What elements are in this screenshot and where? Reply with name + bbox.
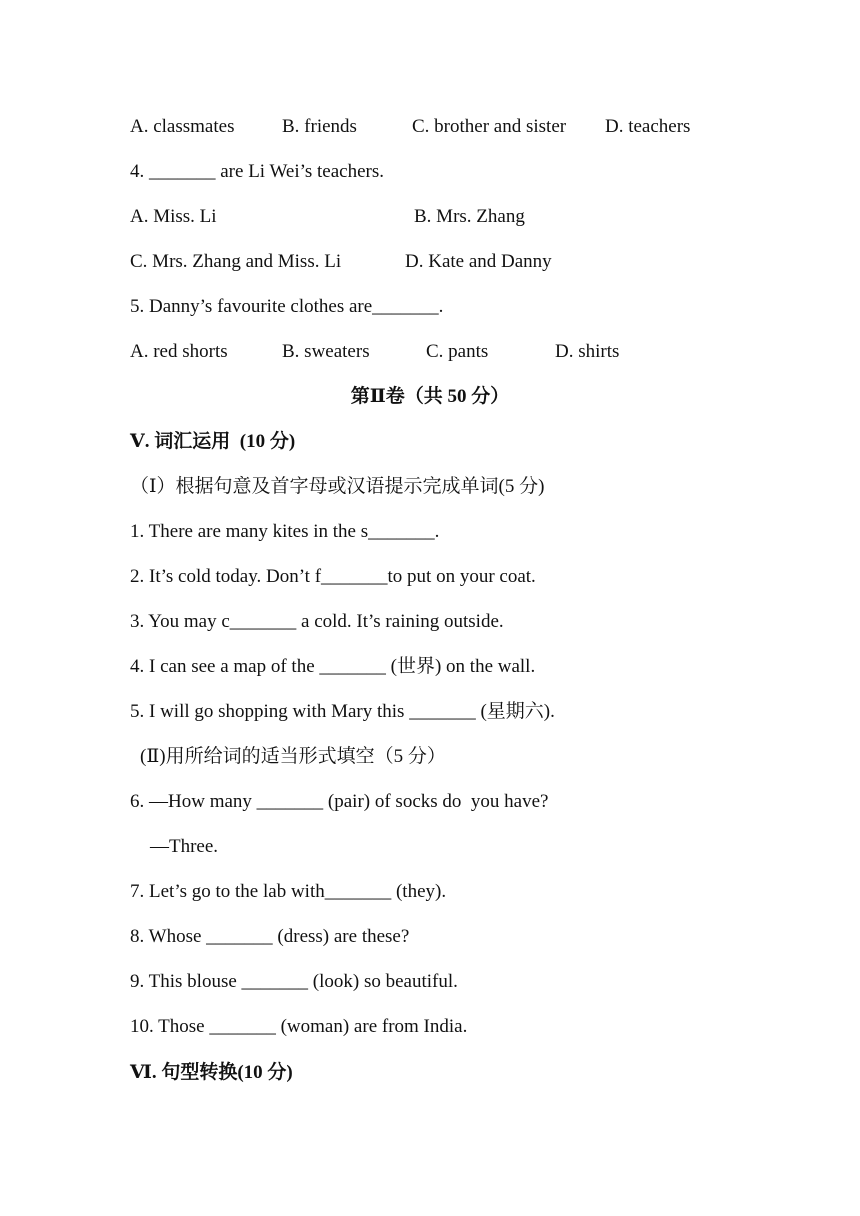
form-item-9: 9. This blouse _______ (look) so beautiful. — [130, 971, 458, 992]
q3-option-b: B. friends — [282, 116, 357, 137]
section5-sub2-heading: (Ⅱ)用所给词的适当形式填空（5 分） — [140, 746, 446, 767]
form-item-6-question: 6. —How many _______ (pair) of socks do you have? — [130, 791, 549, 812]
q3-option-c: C. brother and sister — [412, 116, 567, 137]
q5-stem: 5. Danny’s favourite clothes are_______. — [130, 296, 444, 317]
vocab-item-3: 3. You may c_______ a cold. It’s raining outside. — [130, 611, 504, 632]
q4-option-d: D. Kate and Danny — [405, 251, 552, 272]
q3-option-d: D. teachers — [605, 116, 691, 137]
vocab-item-4: 4. I can see a map of the _______ (世界) on the wall. — [130, 656, 536, 677]
q5-option-c: C. pants — [426, 341, 489, 362]
q5-option-a: A. red shorts — [130, 341, 228, 362]
q4-option-b: B. Mrs. Zhang — [414, 206, 525, 227]
vocab-item-5: 5. I will go shopping with Mary this _______ (星期六). — [130, 701, 555, 722]
section6-title: Ⅵ. 句型转换(10 分) — [130, 1062, 293, 1083]
vocab-item-1: 1. There are many kites in the s_______. — [130, 521, 440, 542]
section5-title: Ⅴ. 词汇运用 (10 分) — [130, 431, 296, 452]
q3-option-a: A. classmates — [130, 116, 235, 137]
form-item-10: 10. Those _______ (woman) are from India. — [130, 1016, 468, 1037]
form-item-7: 7. Let’s go to the lab with_______ (they). — [130, 881, 447, 902]
part2-title: 第Ⅱ卷（共 50 分） — [350, 386, 510, 407]
form-item-8: 8. Whose _______ (dress) are these? — [130, 926, 410, 947]
q5-option-b: B. sweaters — [282, 341, 370, 362]
q5-option-d: D. shirts — [555, 341, 620, 362]
section5-sub1-heading: （Ⅰ）根据句意及首字母或汉语提示完成单词(5 分) — [130, 476, 545, 497]
q4-stem: 4. _______ are Li Wei’s teachers. — [130, 161, 385, 182]
q4-option-c: C. Mrs. Zhang and Miss. Li — [130, 251, 342, 272]
vocab-item-2: 2. It’s cold today. Don’t f_______to put on your coat. — [130, 566, 536, 587]
form-item-6-answer: —Three. — [150, 836, 219, 857]
q4-option-a: A. Miss. Li — [130, 206, 217, 227]
